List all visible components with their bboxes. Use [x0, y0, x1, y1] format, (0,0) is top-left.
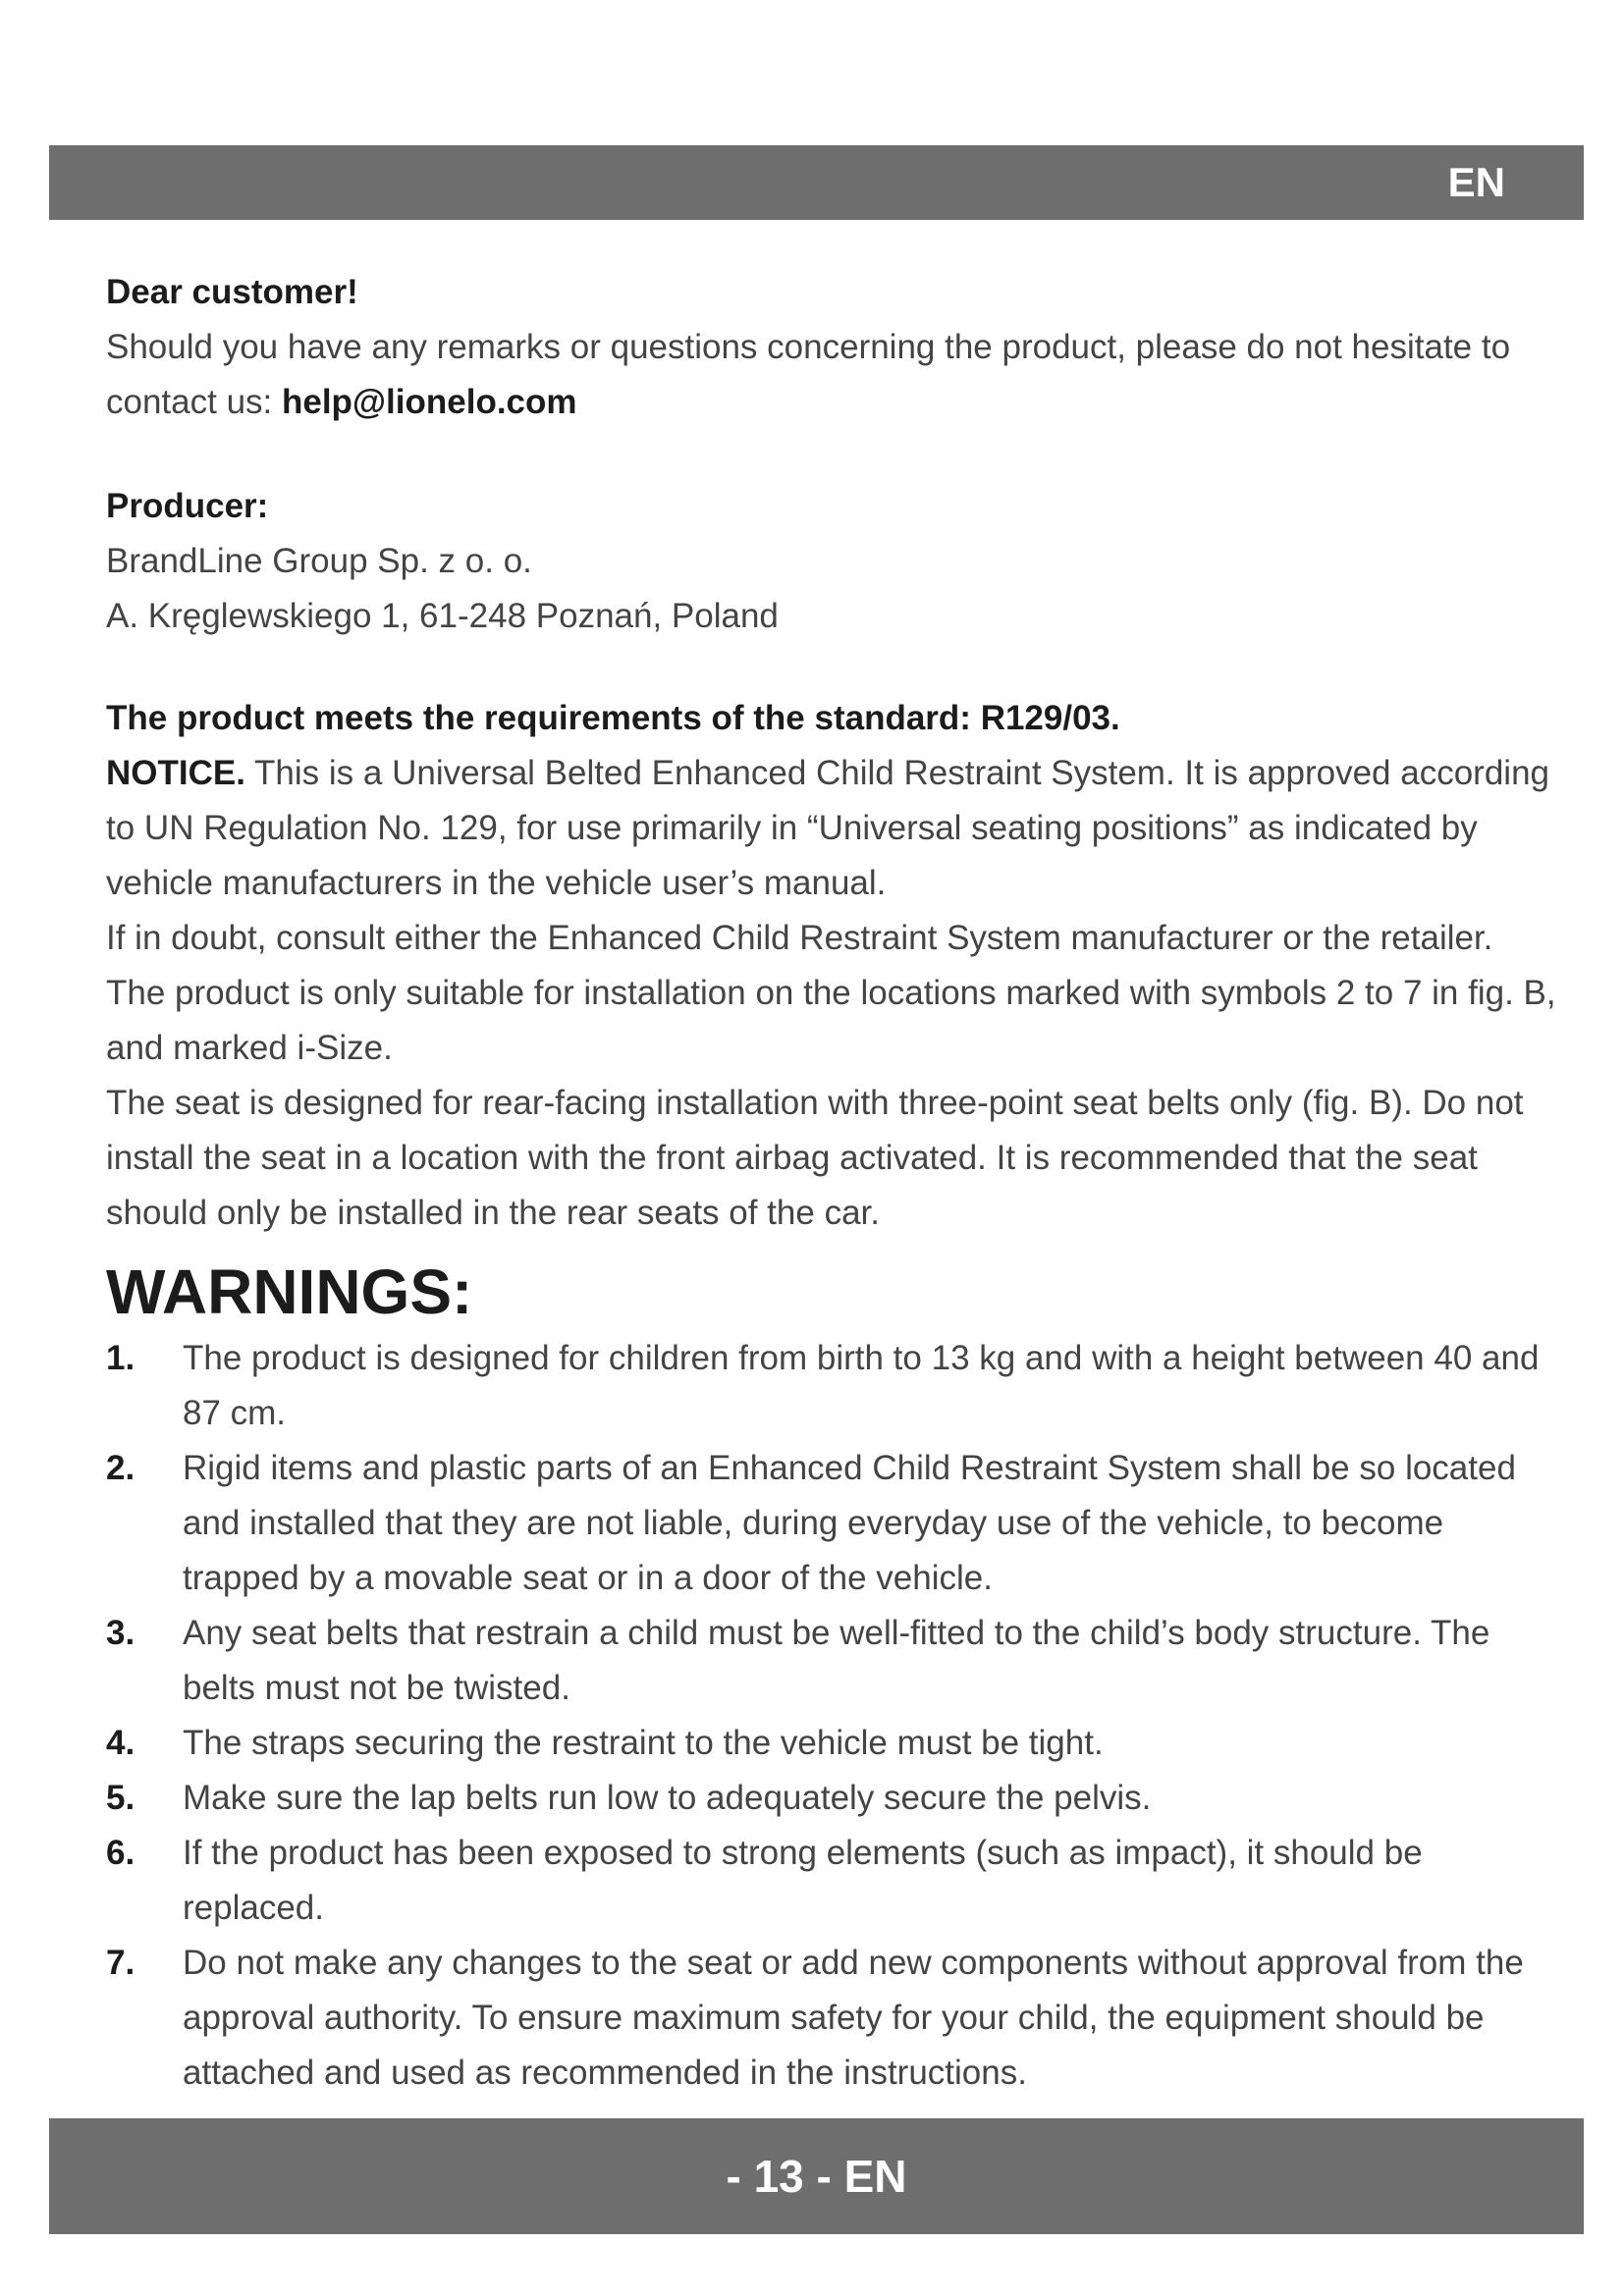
greeting-title: Dear customer! — [106, 273, 358, 311]
rear-facing-paragraph: The seat is designed for rear-facing installation with three-point seat belts only (fig. B). Do not install the seat in a location with the front airbag activated. It is recommended that the seat should only be installed in the rear seats of the car. — [106, 1084, 1524, 1232]
list-item-text: Any seat belts that restrain a child must be well-fitted to the child’s body structure. The belts must not be twisted. — [183, 1614, 1490, 1707]
list-item — [106, 1771, 1559, 1826]
list-item-number: 4. — [106, 1724, 135, 1762]
list-item-text: The straps securing the restraint to the vehicle must be tight. — [183, 1724, 1104, 1762]
language-label: EN — [1447, 159, 1505, 205]
list-item-text: If the product has been exposed to strong elements (such as impact), it should be replaced. — [183, 1834, 1423, 1927]
greeting-text — [106, 320, 1559, 430]
list-item-number: 2. — [106, 1449, 135, 1487]
list-item — [106, 1606, 1559, 1716]
list-item — [106, 1441, 1559, 1606]
notice-label: NOTICE. — [106, 754, 245, 792]
list-item-number: 6. — [106, 1834, 135, 1872]
standard-title: The product meets the requirements of the standard: R129/03. — [106, 699, 1120, 737]
producer-title: Producer: — [106, 487, 269, 525]
list-item-number: 1. — [106, 1339, 135, 1377]
list-item-number: 5. — [106, 1779, 135, 1817]
list-item — [106, 1716, 1559, 1771]
list-item-number: 3. — [106, 1614, 135, 1652]
contact-email: help@lionelo.com — [281, 383, 577, 421]
greeting-body: Should you have any remarks or questions concerning the product, please do not hesitate to contact us: — [106, 328, 1511, 421]
list-item-text: Rigid items and plastic parts of an Enhanced Child Restraint System shall be so located and installed that they are not liable, during everyday use of the vehicle, to become trapped by a movable seat or in a door of the vehicle. — [183, 1449, 1516, 1597]
producer-address: A. Kręglewskiego 1, 61-248 Poznań, Poland — [106, 597, 779, 635]
producer-name: BrandLine Group Sp. z o. o. — [106, 542, 532, 580]
list-item-number: 7. — [106, 1944, 135, 1982]
warnings-title: WARNINGS: — [106, 1256, 473, 1327]
list-item — [106, 1331, 1559, 1441]
notice-text: This is a Universal Belted Enhanced Child Restraint System. It is approved according to UN Regulation No. 129, for use primarily in “Universal seating positions” as indicated by vehicle manufacturers in the vehicle user’s manual. — [106, 754, 1550, 902]
header-bar — [49, 145, 1584, 220]
page-content — [106, 265, 1559, 2101]
list-item-text: Make sure the lap belts run low to adequately secure the pelvis. — [183, 1779, 1152, 1817]
installation-paragraph: If in doubt, consult either the Enhanced Child Restraint System manufacturer or the retailer. The product is only suitable for installation on the locations marked with symbols 2 to 7 in fig. B, and marked i-Size. — [106, 919, 1556, 1067]
warnings-list — [106, 1331, 1559, 2101]
list-item — [106, 1936, 1559, 2101]
list-item-text: The product is designed for children from birth to 13 kg and with a height between 40 and 87 cm. — [183, 1339, 1540, 1432]
page-number: - 13 - EN — [726, 2151, 907, 2202]
list-item — [106, 1826, 1559, 1936]
footer-bar — [49, 2118, 1584, 2234]
list-item-text: Do not make any changes to the seat or add new components without approval from the approval authority. To ensure maximum safety for your child, the equipment should be attached and used as recommended in the instructions. — [183, 1944, 1524, 2092]
notice-paragraph — [106, 746, 1559, 911]
